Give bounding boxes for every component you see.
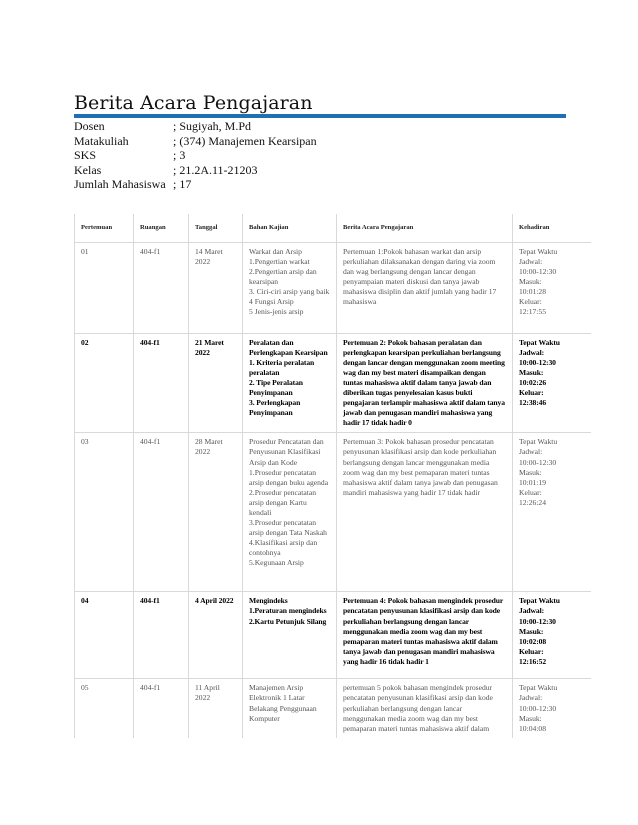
cell-meeting: 02: [75, 333, 134, 433]
info-label: Dosen: [74, 119, 105, 133]
topic-line: 4 Fungsi Arsip: [249, 296, 294, 306]
attendance-line: 10:00-12:30: [519, 457, 557, 467]
cell-attendance: [513, 242, 592, 333]
cell-room: 404-f1: [134, 433, 189, 592]
attendance-line: 12:17:55: [519, 307, 547, 317]
info-row-dosen: [74, 119, 566, 134]
cell-date: 21 Maret 2022: [189, 333, 243, 433]
attendance-line: Masuk:: [519, 276, 542, 286]
cell-room: 404-f1: [134, 679, 189, 738]
info-row-jumlah-mahasiswa: [74, 177, 566, 192]
cell-topics: [243, 592, 337, 679]
attendance-line: 10:01:19: [519, 477, 547, 487]
table-row: [75, 679, 592, 738]
attendance-line: Jadwal:: [519, 347, 545, 357]
info-value: ; Sugiyah, M.Pd: [173, 119, 252, 133]
topic-line: 4.Klasifikasi arsip dan contohnya: [249, 538, 318, 558]
attendance-line: Tepat Waktu: [519, 246, 558, 256]
topic-line: 5.Kegunaan Arsip: [249, 558, 304, 568]
table-row: [75, 592, 592, 679]
info-label: SKS: [74, 148, 97, 163]
table-row: [75, 433, 592, 592]
course-info: [74, 119, 566, 192]
topic-line: Manajemen Arsip Elektronik 1 Latar Belakang Penggunaan Komputer: [249, 683, 317, 723]
attendance-line: Jadwal:: [519, 447, 543, 457]
header-berita-acara: Berita Acara Pengajaran: [337, 214, 513, 242]
topic-line: 1.Prosedur pencatatan arsip dengan buku agenda: [249, 467, 329, 487]
info-value: ; 21.2A.11-21203: [173, 162, 258, 177]
cell-meeting: 01: [75, 242, 134, 333]
cell-report: Pertemuan 4: Pokok bahasan mengindek prosedur pencatatan penyusunan klasifikasi arsip dan kode perkuliahan berlangsung dengan lancar menggunakan media zoom wag dan my best pemaparan materi tuntas mahasiswa aktif dalam tanya jawab dan penugasan mandiri mahasiswa yang hadir 16 tidak hadir 1: [337, 592, 513, 679]
table-row: [75, 333, 592, 433]
table-row: [75, 242, 592, 333]
topic-line: Peralatan dan Perlengkapan Kearsipan: [249, 337, 328, 357]
attendance-line: 12:38:46: [519, 398, 547, 408]
info-label: Jumlah Mahasiswa: [74, 177, 166, 192]
info-label: Matakuliah: [74, 133, 129, 148]
cell-report: Pertemuan 2: Pokok bahasan peralatan dan perlengkapan kearsipan perkuliahan berlangsung dengan lancar dengan menggunakan zoom meeting wag dan my best materi disampaikan dengan tuntas mahasiswa aktif dalam tanya jawab dan diberikan tugas penyelesaian kasus bukti pengajaran terlampir mahasiswa aktif dalam tanya jawab dan penugasan mandiri mahasiswa yang hadir 17 tidak hadir 0: [337, 333, 513, 433]
info-value: ; 3: [173, 148, 186, 163]
cell-topics: [243, 679, 337, 738]
topic-line: 2.Kartu Petunjuk Silang: [249, 616, 327, 626]
attendance-line: Keluar:: [519, 296, 542, 306]
title-underline: [74, 114, 566, 118]
topic-line: 3. Perlengkapan Penyimpanan: [249, 398, 301, 418]
header-kehadiran: Kehadiran: [513, 214, 592, 242]
cell-room: 404-f1: [134, 242, 189, 333]
topic-line: Warkat dan Arsip: [249, 246, 302, 256]
topic-line: 3.Prosedur pencatatan arsip dengan Tata Naskah: [249, 518, 327, 538]
topic-line: 5 Jenis-jenis arsip: [249, 307, 304, 317]
info-value: ; (374) Manajemen Kearsipan: [173, 133, 317, 148]
attendance-line: Tepat Waktu: [519, 437, 558, 447]
attendance-line: 10:00-12:30: [519, 266, 557, 276]
cell-date: 28 Maret 2022: [189, 433, 243, 592]
cell-date: 4 April 2022: [189, 592, 243, 679]
cell-meeting: 04: [75, 592, 134, 679]
attendance-line: 10:00-12:30: [519, 616, 556, 626]
attendance-line: Jadwal:: [519, 693, 543, 703]
cell-date: 14 Maret 2022: [189, 242, 243, 333]
attendance-line: Tepat Waktu: [519, 596, 560, 606]
attendance-line: 10:02:08: [519, 636, 547, 646]
topic-line: 1.Peraturan mengindeks: [249, 606, 327, 616]
cell-attendance: [513, 679, 592, 738]
attendance-line: 10:02:26: [519, 377, 547, 387]
topic-line: Mengindeks: [249, 596, 288, 606]
cell-meeting: 05: [75, 679, 134, 738]
attendance-line: Keluar:: [519, 487, 542, 497]
attendance-line: Masuk:: [519, 367, 544, 377]
attendance-line: 10:04:08: [519, 723, 547, 733]
table-header-row: [75, 214, 592, 242]
cell-meeting: 03: [75, 433, 134, 592]
cell-room: 404-f1: [134, 333, 189, 433]
attendance-line: Jadwal:: [519, 256, 543, 266]
topic-line: 1.Pengertian warkat: [249, 256, 310, 266]
cell-attendance: [513, 333, 592, 433]
cell-attendance: [513, 433, 592, 592]
cell-topics: [243, 433, 337, 592]
topic-line: Prosedur Pencatatan dan Penyusunan Klasifikasi Arsip dan Kode: [249, 437, 324, 467]
attendance-line: 10:00-12:30: [519, 703, 557, 713]
info-row-matakuliah: [74, 134, 566, 149]
info-row-sks: [74, 148, 566, 163]
attendance-line: Keluar:: [519, 646, 544, 656]
cell-room: 404-f1: [134, 592, 189, 679]
cell-report: Pertemuan 3: Pokok bahasan prosedur pencatatan penyusunan klasifikasi arsip dan kode perkuliahan berlangsung dengan lancar menggunakan media zoom wag dan my best pemaparan materi tuntas mahasiswa aktif dalam tanya jawab dan penugasan mandiri mahasiswa yang hadir 17 tidak hadir: [337, 433, 513, 592]
header-ruangan: Ruangan: [134, 214, 189, 242]
attendance-line: 12:16:52: [519, 656, 547, 666]
info-label: Kelas: [74, 162, 102, 177]
attendance-line: Masuk:: [519, 467, 542, 477]
teaching-report-table-wrapper: [74, 214, 591, 738]
header-bahan-kajian: Bahan Kajian: [243, 214, 337, 242]
topic-line: 2.Prosedur pencatatan arsip dengan Kartu kendali: [249, 487, 317, 517]
cell-report: Pertemuan 1:Pokok bahasan warkat dan arsip perkuliahan dilaksanakan dengan daring via zoom dan wag berlangsung dengan lancar dengan penyampaian materi diskusi dan tanya jawab mahasiswa disiplin dan aktif jumlah yang hadir 17 mahasiswa: [337, 242, 513, 333]
attendance-line: Tepat Waktu: [519, 337, 560, 347]
document-title: Berita Acara Pengajaran: [74, 92, 313, 114]
attendance-line: 10:01:28: [519, 286, 547, 296]
teaching-report-table: [74, 214, 591, 738]
attendance-line: 12:26:24: [519, 497, 547, 507]
topic-line: 2. Tipe Peralatan Penyimpanan: [249, 377, 303, 397]
attendance-line: Masuk:: [519, 713, 542, 723]
attendance-line: Keluar:: [519, 387, 544, 397]
info-row-kelas: [74, 163, 566, 178]
attendance-line: Tepat Waktu: [519, 683, 558, 693]
topic-line: 3. Ciri-ciri arsip yang baik: [249, 286, 330, 296]
cell-report: pertemuan 5 pokok bahasan mengindek prosedur pencatatan penyusunan klasifikasi arsip dan kode perkuliahan berlangsung dengan lancar menggunakan media zoom wag dan my best pemaparan materi tuntas mahasiswa aktif dalam: [337, 679, 513, 738]
topic-line: 1. Kriteria peralatan peralatan: [249, 357, 315, 377]
attendance-line: 10:00-12:30: [519, 357, 556, 367]
info-value: ; 17: [173, 177, 192, 192]
header-tanggal: Tanggal: [189, 214, 243, 242]
attendance-line: Jadwal:: [519, 606, 545, 616]
cell-date: 11 April 2022: [189, 679, 243, 738]
topic-line: 2.Pengertian arsip dan kearsipan: [249, 266, 317, 286]
cell-topics: [243, 333, 337, 433]
attendance-line: Masuk:: [519, 626, 544, 636]
header-pertemuan: Pertemuan: [75, 214, 134, 242]
cell-topics: [243, 242, 337, 333]
cell-attendance: [513, 592, 592, 679]
